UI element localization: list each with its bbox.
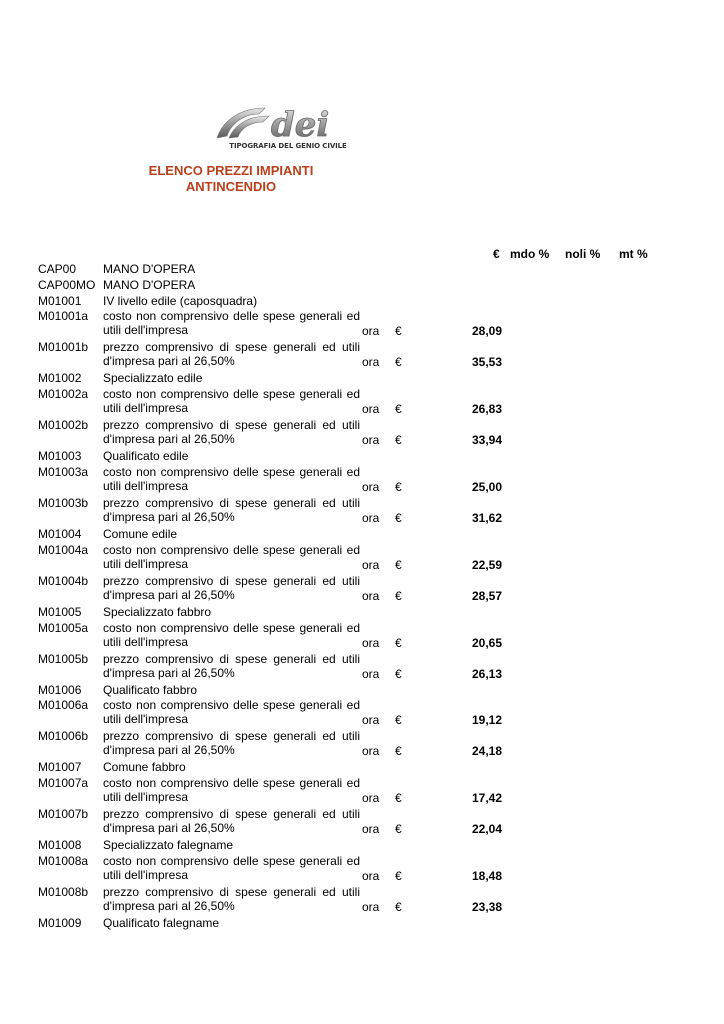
price-item-row <box>0 729 724 760</box>
currency-symbol: € <box>395 899 402 914</box>
item-description: costo non comprensivo delle spese generali ed utili dell'impresa <box>103 620 360 649</box>
item-code: M01004a <box>38 542 89 557</box>
item-price: 19,12 <box>471 713 502 728</box>
column-header-noli: noli % <box>565 247 601 261</box>
column-header-mt: mt % <box>619 247 648 261</box>
publisher-logo <box>213 100 363 155</box>
section-row <box>0 371 724 387</box>
item-unit: ora <box>362 355 380 370</box>
item-description: Qualificato falegname <box>103 915 220 930</box>
title-line: ELENCO PREZZI IMPIANTI <box>148 163 314 178</box>
item-description: costo non comprensivo delle spese generali ed utili dell'impresa <box>103 698 360 727</box>
item-unit: ora <box>362 666 380 681</box>
item-code: M01005b <box>38 651 89 666</box>
currency-symbol: € <box>395 510 402 525</box>
item-code: CAP00MO <box>38 277 96 292</box>
price-item-row <box>0 387 724 418</box>
currency-symbol: € <box>395 588 402 603</box>
item-price: 31,62 <box>471 510 502 525</box>
currency-symbol: € <box>395 635 402 650</box>
item-unit: ora <box>362 588 380 603</box>
item-description: prezzo comprensivo di spese generali ed utili d'impresa pari al 26,50% <box>103 807 360 836</box>
price-item-row <box>0 776 724 807</box>
item-unit: ora <box>362 433 380 448</box>
item-description: costo non comprensivo delle spese generali ed utili dell'impresa <box>103 387 360 416</box>
item-code: M01007a <box>38 776 89 791</box>
section-row <box>0 605 724 621</box>
section-row <box>0 527 724 543</box>
section-row <box>0 294 724 310</box>
price-item-row <box>0 465 724 496</box>
item-code: M01001 <box>38 293 82 308</box>
item-description: Specializzato falegname <box>103 838 234 853</box>
item-description: prezzo comprensivo di spese generali ed utili d'impresa pari al 26,50% <box>103 573 360 602</box>
currency-symbol: € <box>395 713 402 728</box>
item-description: costo non comprensivo delle spese generali ed utili dell'impresa <box>103 464 360 493</box>
item-unit: ora <box>362 791 380 806</box>
section-row <box>0 278 724 294</box>
document-title <box>120 163 342 195</box>
item-code: M01008a <box>38 853 89 868</box>
item-code: M01003b <box>38 495 89 510</box>
price-item-row <box>0 698 724 729</box>
item-price: 28,09 <box>471 324 502 339</box>
item-code: M01009 <box>38 915 82 930</box>
price-item-row <box>0 574 724 605</box>
item-code: M01002b <box>38 418 89 433</box>
item-description: Comune fabbro <box>103 760 186 775</box>
price-item-row <box>0 652 724 683</box>
title-line: ANTINCENDIO <box>185 179 277 194</box>
item-price: 24,18 <box>471 744 502 759</box>
section-row <box>0 683 724 699</box>
item-code: CAP00 <box>38 262 77 276</box>
item-description: MANO D'OPERA <box>103 262 196 276</box>
currency-symbol: € <box>395 557 402 572</box>
currency-symbol: € <box>395 324 402 339</box>
item-unit: ora <box>362 479 380 494</box>
currency-symbol: € <box>395 791 402 806</box>
currency-symbol: € <box>395 822 402 837</box>
item-unit: ora <box>362 744 380 759</box>
item-description: prezzo comprensivo di spese generali ed utili d'impresa pari al 26,50% <box>103 884 360 913</box>
item-unit: ora <box>362 324 380 339</box>
item-description: prezzo comprensivo di spese generali ed utili d'impresa pari al 26,50% <box>103 418 360 447</box>
item-description: Specializzato edile <box>103 371 203 386</box>
item-price: 22,59 <box>471 557 502 572</box>
item-code: M01002a <box>38 387 89 402</box>
item-description: prezzo comprensivo di spese generali ed utili d'impresa pari al 26,50% <box>103 495 360 524</box>
currency-symbol: € <box>395 666 402 681</box>
item-code: M01008 <box>38 838 82 853</box>
price-item-row <box>0 340 724 371</box>
item-description: costo non comprensivo delle spese generali ed utili dell'impresa <box>103 542 360 571</box>
item-unit: ora <box>362 899 380 914</box>
item-code: M01005 <box>38 604 82 619</box>
item-description: prezzo comprensivo di spese generali ed utili d'impresa pari al 26,50% <box>103 729 360 758</box>
currency-symbol: € <box>395 402 402 417</box>
logo-subtitle: TIPOGRAFIA DEL GENIO CIVILE <box>229 142 347 150</box>
section-row <box>0 916 724 932</box>
currency-symbol: € <box>395 479 402 494</box>
item-price: 22,04 <box>471 822 502 837</box>
item-unit: ora <box>362 510 380 525</box>
price-item-row <box>0 885 724 916</box>
dei-logo-mark <box>213 100 363 144</box>
currency-symbol: € <box>395 355 402 370</box>
item-code: M01006a <box>38 698 89 713</box>
item-price: 33,94 <box>471 433 502 448</box>
item-price: 26,83 <box>471 402 502 417</box>
item-price: 35,53 <box>471 355 502 370</box>
item-unit: ora <box>362 557 380 572</box>
item-description: MANO D'OPERA <box>103 277 196 292</box>
item-description: prezzo comprensivo di spese generali ed utili d'impresa pari al 26,50% <box>103 651 360 680</box>
item-code: M01003 <box>38 449 82 464</box>
item-code: M01008b <box>38 884 89 899</box>
item-description: costo non comprensivo delle spese generali ed utili dell'impresa <box>103 309 360 338</box>
item-description: Qualificato fabbro <box>103 682 198 697</box>
price-item-row <box>0 309 724 340</box>
item-description: IV livello edile (caposquadra) <box>103 293 258 308</box>
item-code: M01002 <box>38 371 82 386</box>
item-code: M01001b <box>38 340 89 355</box>
currency-symbol: € <box>395 433 402 448</box>
item-unit: ora <box>362 868 380 883</box>
item-code: M01007 <box>38 760 82 775</box>
price-item-row <box>0 621 724 652</box>
currency-symbol: € <box>395 744 402 759</box>
item-description: costo non comprensivo delle spese generali ed utili dell'impresa <box>103 776 360 805</box>
currency-symbol: € <box>395 868 402 883</box>
section-row <box>0 760 724 776</box>
item-code: M01004b <box>38 573 89 588</box>
section-row <box>0 449 724 465</box>
item-unit: ora <box>362 635 380 650</box>
item-description: Qualificato edile <box>103 449 189 464</box>
price-item-row <box>0 854 724 885</box>
item-price: 26,13 <box>471 666 502 681</box>
item-unit: ora <box>362 713 380 728</box>
item-unit: ora <box>362 402 380 417</box>
item-price: 25,00 <box>471 479 502 494</box>
item-price: 23,38 <box>471 899 502 914</box>
item-code: M01006 <box>38 682 82 697</box>
column-header-mdo: mdo % <box>510 247 550 261</box>
logo-brand-text: dei <box>271 105 330 144</box>
price-item-row <box>0 418 724 449</box>
item-code: M01007b <box>38 807 89 822</box>
column-header-currency: € <box>493 247 500 261</box>
item-price: 20,65 <box>471 635 502 650</box>
price-item-row <box>0 496 724 527</box>
item-description: costo non comprensivo delle spese generali ed utili dell'impresa <box>103 853 360 882</box>
item-code: M01005a <box>38 620 89 635</box>
price-item-row <box>0 543 724 574</box>
item-description: Specializzato fabbro <box>103 604 212 619</box>
item-price: 18,48 <box>471 868 502 883</box>
item-code: M01001a <box>38 309 89 324</box>
price-item-row <box>0 807 724 838</box>
item-description: prezzo comprensivo di spese generali ed utili d'impresa pari al 26,50% <box>103 340 360 369</box>
item-code: M01004 <box>38 526 82 541</box>
section-row <box>0 262 724 278</box>
item-price: 17,42 <box>471 791 502 806</box>
item-description: Comune edile <box>103 526 178 541</box>
price-list <box>0 262 724 932</box>
section-row <box>0 838 724 854</box>
item-code: M01006b <box>38 729 89 744</box>
item-price: 28,57 <box>471 588 502 603</box>
item-code: M01003a <box>38 464 89 479</box>
item-unit: ora <box>362 822 380 837</box>
